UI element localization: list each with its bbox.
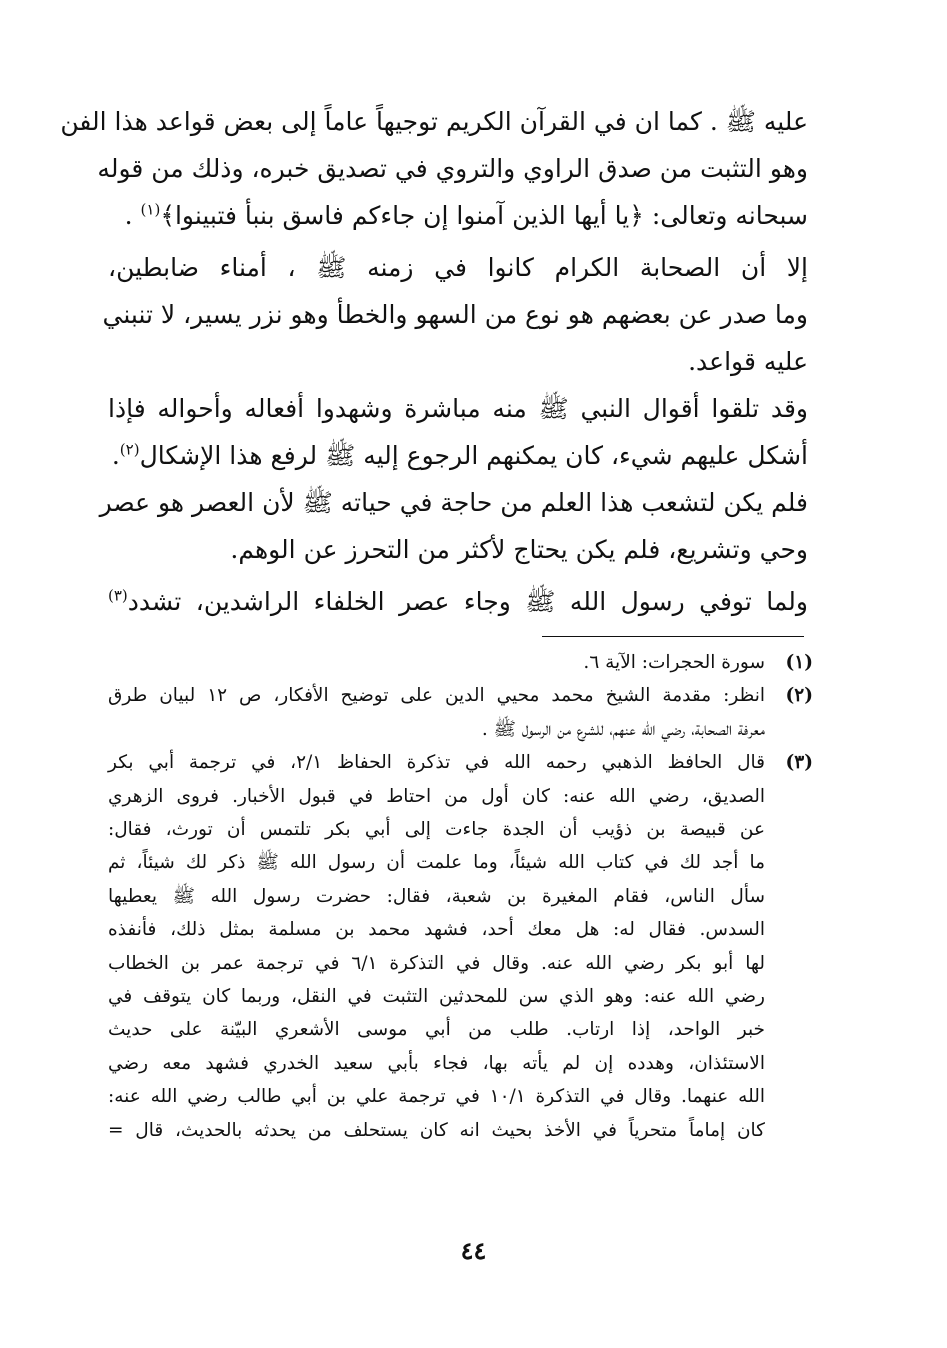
footnote-number: (١) <box>785 652 813 673</box>
text-line: إلا أن الصحابة الكرام كانوا في زمنه ﷺ ، أمناء ضابطين، <box>108 253 808 282</box>
text-line <box>108 432 808 479</box>
footnote-line: رضي الله عنه: وهو الذي سن للمحدثين التثبت في النقل، وربما كان يتوقف في <box>108 986 765 1008</box>
text-line: عليه ﷺ . كما ان في القرآن الكريم توجيهاً عاماً إلى بعض قواعد هذا الفن <box>60 107 808 136</box>
text-line: وما صدر عن بعضهم هو نوع من السهو والخطأ وهو نزر يسير، لا تنبني <box>102 300 808 329</box>
footnote-line: الاستئذان، وهدده إن لم يأته بها، فجاء بأبي سعيد الخدري فشهد معه رضي <box>108 1052 765 1074</box>
footnote-ref[interactable]: (١) <box>140 200 161 219</box>
text-line: عليه قواعد. <box>688 347 808 376</box>
footnote-line: ما أجد لك في كتاب الله شيئاً، وما علمت أن رسول الله ﷺ ذكر لك شيئاً، ثم <box>108 852 765 874</box>
footnote-number: (٣) <box>785 752 813 774</box>
footnote-line: انظر: مقدمة الشيخ محمد محيي الدين على توضيح الأفكار، ص ١٢ لبيان طرق <box>108 685 765 707</box>
footnote-line: معرفة الصحابة، رضي الله عنهم، للشرع من الرسول ﷺ . <box>481 718 765 740</box>
text-line <box>108 578 808 625</box>
paragraph-1 <box>60 98 808 239</box>
footnote-3 <box>108 746 813 1147</box>
footnote-number: (٢) <box>785 685 813 707</box>
footnote-line: لها أبو بكر رضي الله عنه. وقال في التذكرة ٦/١ في ترجمة عمر بن الخطاب <box>108 952 766 974</box>
footnote-line: كان إماماً متحرياً في الأخذ بحيث انه كان يستحلف من يحدثه بالحديث، قال = <box>108 1119 765 1141</box>
paragraph-5 <box>108 578 808 625</box>
footnote-line: الله عنهما. وقال في التذكرة ١٠/١ في ترجمة علي بن أبي طالب رضي الله عنه: <box>108 1086 765 1108</box>
footnote-separator <box>542 636 804 637</box>
footnote-line: عن قبيصة بن ذؤيب أن الجدة جاءت إلى أبي بكر تلتمس أن تورث، فقال: <box>108 819 765 841</box>
paragraph-2 <box>102 244 808 385</box>
page-number: ٤٤ <box>460 1236 487 1265</box>
text-line: فلم يكن لتشعب هذا العلم من حاجة في حياته ﷺ لأن العصر هو عصر <box>99 488 808 517</box>
footnotes <box>108 646 813 1147</box>
paragraph-4 <box>99 479 808 573</box>
text-line <box>108 192 808 239</box>
text-line: وحي وتشريع، فلم يكن يحتاج لأكثر من التحرز عن الوهم. <box>230 535 808 564</box>
footnote-line: سورة الحجرات: الآية ٦. <box>583 652 765 673</box>
main-text <box>60 98 808 625</box>
line-end: . <box>111 441 120 470</box>
footnote-line: خبر الواحد، إذا ارتاب. طلب من أبي موسى الأشعري البيّنة على حديث <box>108 1019 765 1041</box>
footnote-line: الصديق، رضي الله عنه: كان أول من احتاط في قبول الأخبار. فروى الزهري <box>108 785 765 807</box>
footnote-line: قال الحافظ الذهبي رحمه الله في تذكرة الحفاظ ٢/١، في ترجمة أبي بكر <box>108 752 765 774</box>
line-text: أشكل عليهم شيء، كان يمكنهم الرجوع إليه ﷺ لرفع هذا الإشكال <box>139 441 808 470</box>
footnote-line: سأل الناس، فقام المغيرة بن شعبة، فقال: حضرت رسول الله ﷺ يعطيها <box>108 885 765 907</box>
text-line: وقد تلقوا أقوال النبي ﷺ منه مباشرة وشهدوا أفعاله وأحواله فإذا <box>108 394 808 423</box>
text-line: وهو التثبت من صدق الراوي والتروي في تصديق خبره، وذلك من قوله <box>97 154 808 183</box>
footnote-2 <box>108 679 813 746</box>
footnote-1 <box>108 646 813 679</box>
line-text: ولما توفي رسول الله ﷺ وجاء عصر الخلفاء الراشدين، تشدد <box>127 587 808 616</box>
footnote-line: السدس. فقال له: هل معك أحد، فشهد محمد بن مسلمة بمثل ذلك، فأنفذه <box>108 919 765 941</box>
paragraph-3 <box>108 385 808 479</box>
line-text: سبحانه وتعالى: ﴿يا أيها الذين آمنوا إن جاءكم فاسق بنبأ فتبينوا﴾ <box>160 201 808 230</box>
line-end: . <box>124 201 141 230</box>
footnote-ref[interactable]: (٢) <box>119 440 140 459</box>
footnote-ref[interactable]: (٣) <box>108 586 128 605</box>
